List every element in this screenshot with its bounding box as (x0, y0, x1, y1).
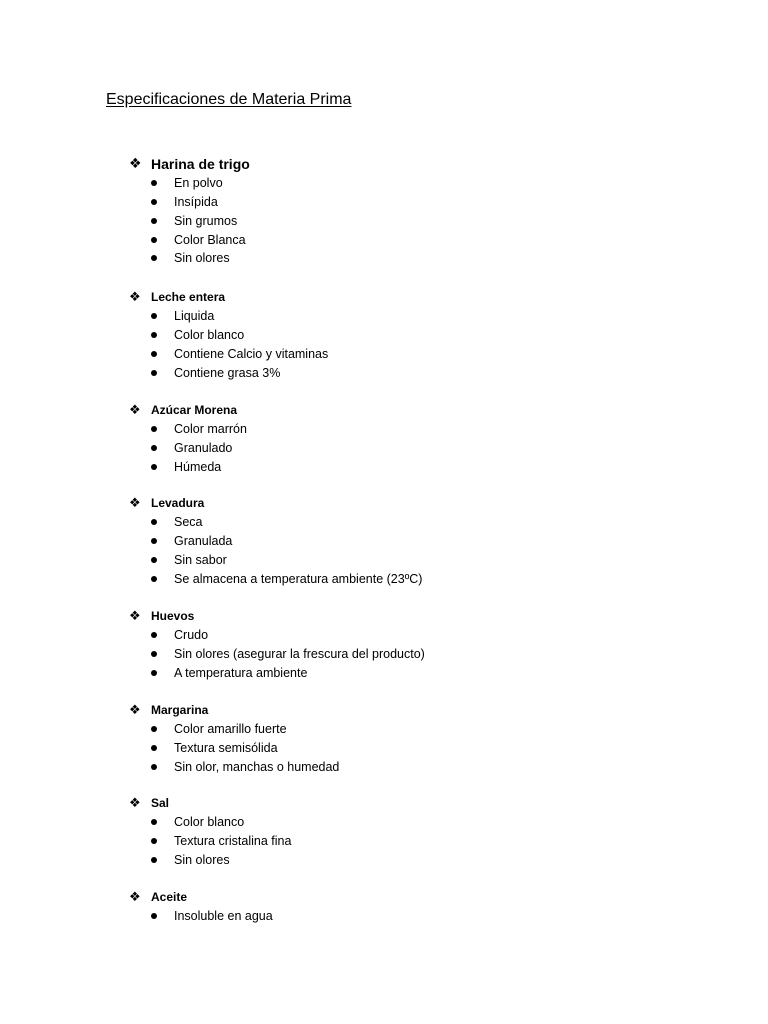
item-list (129, 307, 328, 382)
list-item (129, 307, 328, 326)
list-item (129, 439, 247, 458)
bullet-icon (151, 857, 157, 863)
section-azucar-morena (129, 401, 247, 476)
bullet-icon (151, 538, 157, 544)
diamond-bullet-icon: ❖ (129, 890, 141, 905)
list-item-text: Color blanco (174, 815, 245, 830)
diamond-bullet-icon: ❖ (129, 156, 142, 172)
section-sal (129, 794, 291, 869)
bullet-icon (151, 557, 157, 563)
bullet-icon (151, 445, 157, 451)
section-title: Sal (151, 796, 170, 810)
diamond-bullet-icon: ❖ (129, 703, 141, 718)
section-title: Margarina (151, 703, 209, 717)
bullet-icon (151, 632, 157, 638)
list-item-text: Sin olores (174, 852, 230, 867)
bullet-icon (151, 351, 157, 357)
diamond-bullet-icon: ❖ (129, 796, 141, 811)
bullet-icon (151, 576, 157, 582)
list-item (129, 720, 339, 739)
list-item-text: Granulada (174, 534, 233, 549)
list-item-text: Color blanco (174, 328, 245, 343)
section-aceite (129, 888, 273, 926)
bullet-icon (151, 255, 157, 261)
section-leche-entera (129, 288, 328, 382)
section-heading (129, 794, 291, 813)
section-title: Leche entera (151, 290, 226, 304)
list-item (129, 851, 291, 870)
bullet-icon (151, 745, 157, 751)
list-item (129, 664, 425, 683)
section-harina-de-trigo (129, 155, 250, 268)
list-item-text: Húmeda (174, 459, 222, 474)
list-item (129, 739, 339, 758)
bullet-icon (151, 426, 157, 432)
list-item-text: A temperatura ambiente (174, 665, 308, 680)
list-item (129, 569, 422, 588)
diamond-bullet-icon: ❖ (129, 403, 141, 418)
bullet-icon (151, 670, 157, 676)
bullet-icon (151, 332, 157, 338)
bullet-icon (151, 838, 157, 844)
list-item-text: Color amarillo fuerte (174, 722, 287, 737)
list-item-text: Contiene Calcio y vitaminas (174, 346, 329, 361)
list-item (129, 758, 339, 777)
diamond-bullet-icon: ❖ (129, 609, 141, 624)
list-item-text: Seca (174, 515, 203, 530)
list-item (129, 626, 425, 645)
document-title: Especificaciones de Materia Prima (106, 91, 352, 108)
item-list (129, 907, 273, 926)
list-item (129, 458, 247, 477)
section-huevos (129, 607, 425, 682)
bullet-icon (151, 199, 157, 205)
diamond-bullet-icon: ❖ (129, 290, 141, 305)
bullet-icon (151, 726, 157, 732)
bullet-icon (151, 313, 157, 319)
list-item-text: Sin olores (174, 251, 230, 266)
section-title: Azúcar Morena (151, 403, 238, 417)
list-item (129, 193, 250, 212)
list-item (129, 345, 328, 364)
item-list (129, 813, 291, 869)
list-item-text: Sin olor, manchas o humedad (174, 759, 340, 774)
section-margarina (129, 701, 339, 776)
list-item (129, 832, 291, 851)
bullet-icon (151, 519, 157, 525)
bullet-icon (151, 218, 157, 224)
section-heading (129, 401, 247, 420)
section-heading (129, 607, 425, 626)
list-item-text: Crudo (174, 628, 209, 643)
list-item (129, 230, 250, 249)
section-heading (129, 701, 339, 720)
list-item-text: Contiene grasa 3% (174, 365, 281, 380)
list-item-text: Color marrón (174, 422, 247, 437)
bullet-icon (151, 651, 157, 657)
list-item (129, 363, 328, 382)
section-levadura (129, 494, 422, 588)
item-list (129, 513, 422, 588)
list-item (129, 645, 425, 664)
section-title: Huevos (151, 609, 195, 623)
list-item-text: Color Blanca (174, 232, 246, 247)
section-title: Harina de trigo (151, 156, 250, 172)
section-heading (129, 494, 422, 513)
list-item (129, 174, 250, 193)
bullet-icon (151, 180, 157, 186)
section-title: Levadura (151, 496, 205, 510)
list-item (129, 326, 328, 345)
item-list (129, 720, 339, 776)
list-item (129, 420, 247, 439)
list-item-text: Textura semisólida (174, 741, 278, 756)
list-item-text: Insoluble en agua (174, 909, 273, 924)
list-item-text: Se almacena a temperatura ambiente (23ºC) (174, 571, 423, 586)
bullet-icon (151, 819, 157, 825)
list-item-text: Sin olores (asegurar la frescura del producto) (174, 647, 425, 662)
section-heading (129, 155, 250, 174)
list-item-text: Sin sabor (174, 552, 227, 567)
bullet-icon (151, 237, 157, 243)
list-item (129, 513, 422, 532)
section-heading (129, 288, 328, 307)
bullet-icon (151, 764, 157, 770)
list-item-text: Sin grumos (174, 213, 238, 228)
list-item-text: En polvo (174, 176, 223, 191)
list-item-text: Insípida (174, 195, 218, 210)
list-item-text: Liquida (174, 309, 215, 324)
bullet-icon (151, 913, 157, 919)
list-item (129, 532, 422, 551)
list-item-text: Granulado (174, 441, 233, 456)
list-item-text: Textura cristalina fina (174, 834, 292, 849)
list-item (129, 249, 250, 268)
list-item (129, 551, 422, 570)
list-item (129, 212, 250, 231)
item-list (129, 626, 425, 682)
bullet-icon (151, 370, 157, 376)
list-item (129, 813, 291, 832)
list-item (129, 907, 273, 926)
diamond-bullet-icon: ❖ (129, 496, 141, 511)
item-list (129, 420, 247, 476)
section-heading (129, 888, 273, 907)
section-title: Aceite (151, 890, 188, 904)
item-list (129, 174, 250, 268)
bullet-icon (151, 464, 157, 470)
